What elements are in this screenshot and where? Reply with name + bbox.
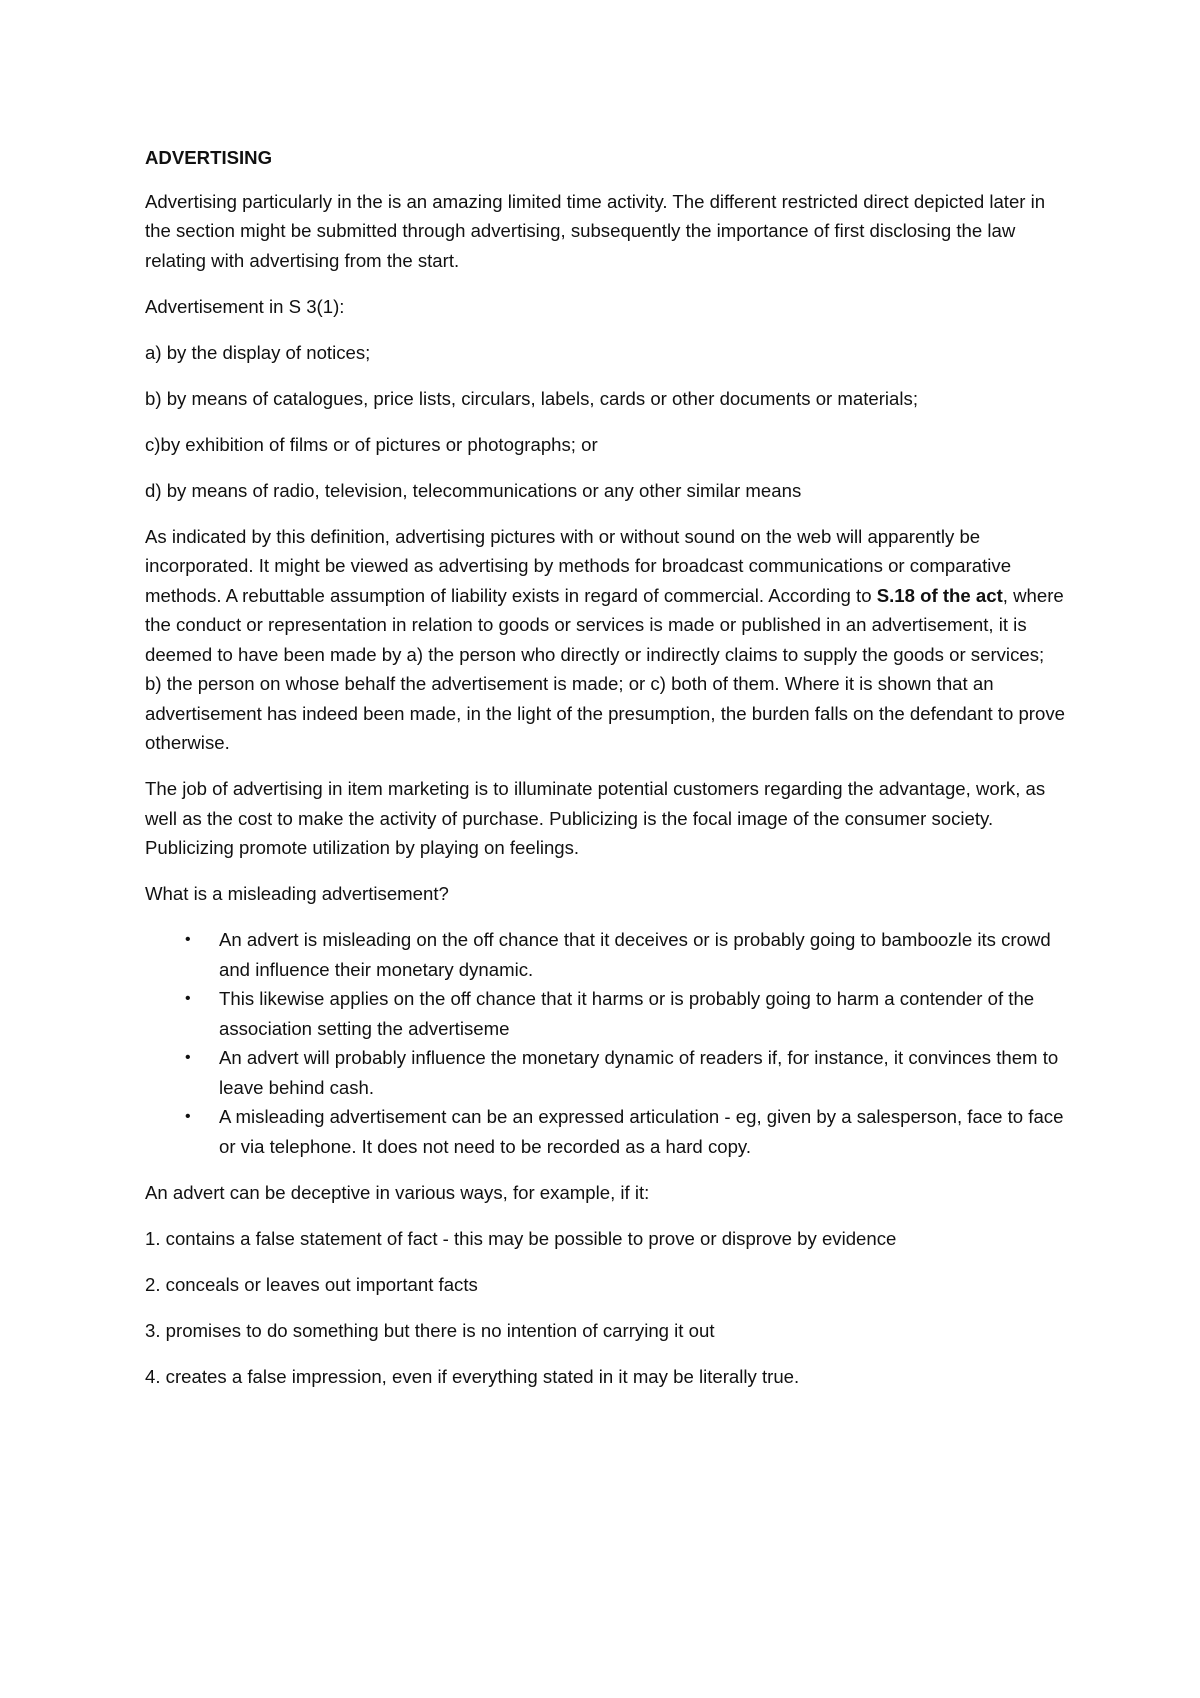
intro-paragraph: Advertising particularly in the is an amazing limited time activity. The different restricted direct depicted later in the section might be submitted through advertising, subsequently the importance of first disclosing the law relating with advertising from the start. xyxy=(145,190,1046,271)
bullet-icon: • xyxy=(185,931,191,948)
bullet-icon: • xyxy=(185,1108,191,1125)
bullet-text: This likewise applies on the off chance that it harms or is probably going to harm a contender of the association setting the advertiseme xyxy=(219,988,1035,1039)
deceptive-item-4: 4. creates a false impression, even if everything stated in it may be literally true. xyxy=(145,1365,800,1387)
definition-explanation-part1: As indicated by this definition, advertising pictures with or without sound on the web will apparently be incorporated. It might be viewed as advertising by methods for broadcast communications or comparative methods. A rebuttable assumption of liability exists in regard of commercial. According to xyxy=(145,525,1012,606)
definition-label: Advertisement in S 3(1): xyxy=(145,295,345,317)
deceptive-item-2: 2. conceals or leaves out important facts xyxy=(145,1273,478,1295)
bullet-item xyxy=(145,1043,1065,1102)
bullet-item xyxy=(145,1102,1065,1161)
definition-explanation-part2: , where the conduct or representation in relation to goods or services is made or published in an advertisement, it is deemed to have been made by a) the person who directly or indirectly claims to supply the goods or services; b) the person on whose behalf the advertisement is made; or c) both of them. Where it is shown that an advertisement has indeed been made, in the light of the presumption, the burden falls on the defendant to prove otherwise. xyxy=(145,584,1065,753)
bullet-item xyxy=(145,984,1065,1043)
deceptive-intro: An advert can be deceptive in various ways, for example, if it: xyxy=(145,1181,650,1203)
bullet-icon: • xyxy=(185,1049,191,1066)
bullet-text: A misleading advertisement can be an expressed articulation - eg, given by a salesperson, face to face or via telephone. It does not need to be recorded as a hard copy. xyxy=(219,1106,1064,1157)
document-page xyxy=(145,143,1065,1408)
bullet-icon: • xyxy=(185,990,191,1007)
bullet-text: An advert is misleading on the off chance that it deceives or is probably going to bamboozle its crowd and influence their monetary dynamic. xyxy=(219,929,1051,980)
definition-item-d: d) by means of radio, television, telecommunications or any other similar means xyxy=(145,479,802,501)
job-of-advertising-paragraph: The job of advertising in item marketing is to illuminate potential customers regarding the advantage, work, as well as the cost to make the activity of purchase. Publicizing is the focal image of the consumer society. Publicizing promote utilization by playing on feelings. xyxy=(145,778,1046,858)
definition-item-a: a) by the display of notices; xyxy=(145,341,371,363)
misleading-question: What is a misleading advertisement? xyxy=(145,883,449,904)
bullet-item xyxy=(145,925,1065,984)
misleading-bullet-list xyxy=(145,925,1065,1161)
section-reference: S.18 of the act xyxy=(876,584,1003,606)
definition-item-c: c)by exhibition of films or of pictures or photographs; or xyxy=(145,433,598,455)
definition-explanation-paragraph xyxy=(145,522,1065,758)
document-heading: ADVERTISING xyxy=(145,147,273,168)
deceptive-item-3: 3. promises to do something but there is no intention of carrying it out xyxy=(145,1319,715,1341)
definition-item-b: b) by means of catalogues, price lists, circulars, labels, cards or other documents or materials; xyxy=(145,387,918,409)
bullet-text: An advert will probably influence the monetary dynamic of readers if, for instance, it convinces them to leave behind cash. xyxy=(219,1047,1059,1098)
deceptive-item-1: 1. contains a false statement of fact - this may be possible to prove or disprove by evidence xyxy=(145,1227,897,1249)
